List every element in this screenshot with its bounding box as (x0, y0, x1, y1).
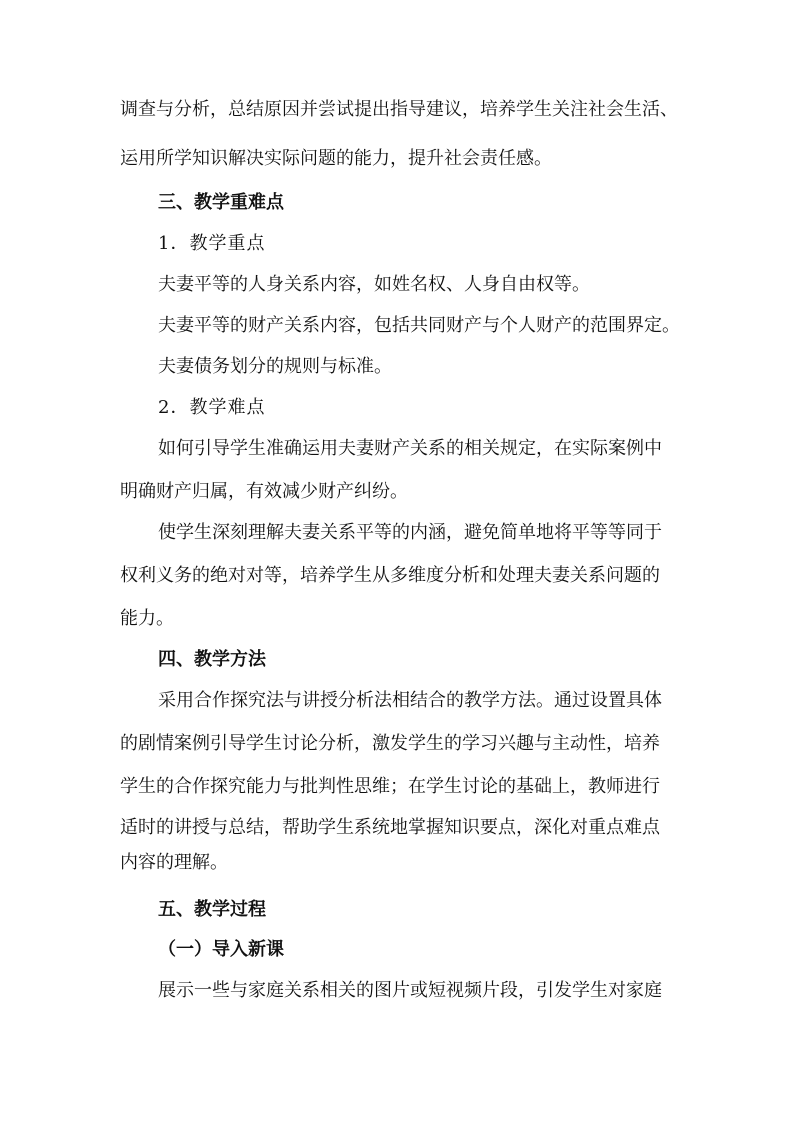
paragraph-line: 展示一些与家庭关系相关的图片或短视频片段，引发学生对家庭 (158, 980, 662, 1001)
subheading-key-points: 1．教学重点 (158, 233, 266, 254)
paragraph-line: 学生的合作探究能力与批判性思维；在学生讨论的基础上，教师进行 (120, 776, 660, 797)
subheading-difficulties: 2．教学难点 (158, 397, 266, 418)
section-heading-4: 四、教学方法 (158, 649, 266, 670)
list-item: 夫妻平等的人身关系内容，如姓名权、人身自由权等。 (158, 274, 590, 295)
paragraph-line: 运用所学知识解决实际问题的能力，提升社会责任感。 (120, 148, 552, 169)
paragraph-line: 使学生深刻理解夫妻关系平等的内涵，避免简单地将平等等同于 (158, 522, 662, 543)
paragraph-line: 内容的理解。 (120, 852, 228, 873)
list-item: 夫妻债务划分的规则与标准。 (158, 356, 392, 377)
paragraph-line: 如何引导学生准确运用夫妻财产关系的相关规定，在实际案例中 (158, 438, 662, 459)
paragraph-line: 适时的讲授与总结，帮助学生系统地掌握知识要点，深化对重点难点 (120, 817, 660, 838)
paragraph-line: 的剧情案例引导学生讨论分析，激发学生的学习兴趣与主动性，培养 (120, 733, 660, 754)
paragraph-line: 调查与分析，总结原因并尝试提出指导建议，培养学生关注社会生活、 (120, 99, 678, 120)
subheading-introduction: （一）导入新课 (158, 939, 284, 960)
list-item: 夫妻平等的财产关系内容，包括共同财产与个人财产的范围界定。 (158, 315, 680, 336)
paragraph-line: 能力。 (120, 608, 174, 629)
paragraph-line: 明确财产归属，有效减少财产纠纷。 (120, 481, 408, 502)
section-heading-3: 三、教学重难点 (158, 192, 284, 213)
paragraph-line: 权利义务的绝对对等，培养学生从多维度分析和处理夫妻关系问题的 (120, 565, 660, 586)
section-heading-5: 五、教学过程 (158, 899, 266, 920)
paragraph-line: 采用合作探究法与讲授分析法相结合的教学方法。通过设置具体 (158, 690, 662, 711)
